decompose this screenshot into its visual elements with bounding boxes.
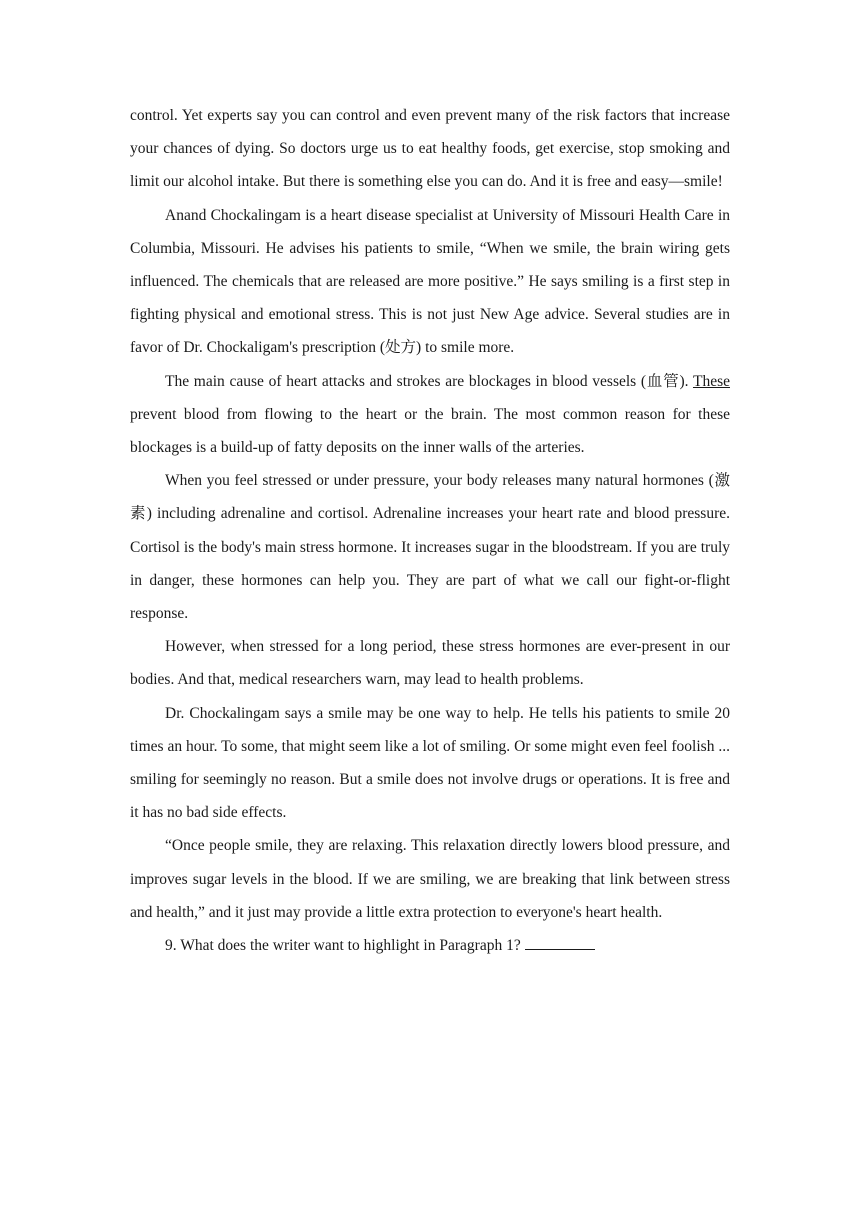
paragraph-3-start: The main cause of heart attacks and strokes are blockages in blood vessels (血管). [165, 372, 693, 390]
paragraph-7: “Once people smile, they are relaxing. This relaxation directly lowers blood pressure, and improves sugar levels in the blood. If we are smiling, we are breaking that link between stress and health,” and it just may provide a little extra protection to everyone's heart health. [130, 837, 730, 921]
paragraph-3-rest: prevent blood from flowing to the heart or the brain. The most common reason for these blockages is a build-up of fatty deposits on the inner walls of the arteries. [130, 405, 730, 457]
paragraph-3 [130, 365, 730, 465]
question-9 [130, 929, 730, 962]
paragraph-4: When you feel stressed or under pressure, your body releases many natural hormones (激素) including adrenaline and cortisol. Adrenaline increases your heart rate and blood pressure. Cortisol is the body's main stress hormone. It increases sugar in the bloodstream. If you are truly in danger, these hormones can help you. They are part of what we call our fight-or-flight response. [130, 472, 730, 623]
document-body [130, 99, 730, 962]
underlined-word-these: These [692, 372, 730, 390]
paragraph-2: Anand Chockalingam is a heart disease specialist at University of Missouri Health Care in Columbia, Missouri. He advises his patients to smile, “When we smile, the brain wiring gets influenced. The chemicals that are released are more positive.” He says smiling is a first step in fighting physical and emotional stress. This is not just New Age advice. Several studies are in favor of Dr. Chockaligam's prescription (处方) to smile more. [130, 206, 730, 357]
paragraph-6: Dr. Chockalingam says a smile may be one way to help. He tells his patients to smile 20 times an hour. To some, that might seem like a lot of smiling. Or some might even feel foolish ... smiling for seemingly no reason. But a smile does not involve drugs or operations. It is free and it has no bad side effects. [130, 704, 730, 822]
answer-blank[interactable] [525, 948, 595, 950]
paragraph-5: However, when stressed for a long period, these stress hormones are ever-present in our bodies. And that, medical researchers warn, may lead to health problems. [130, 638, 730, 689]
question-9-text: 9. What does the writer want to highlight in Paragraph 1? [165, 937, 521, 955]
paragraph-1: control. Yet experts say you can control and even prevent many of the risk factors that increase your chances of dying. So doctors urge us to eat healthy foods, get exercise, stop smoking and limit our alcohol intake. But there is something else you can do. And it is free and easy—smile! [130, 107, 730, 191]
